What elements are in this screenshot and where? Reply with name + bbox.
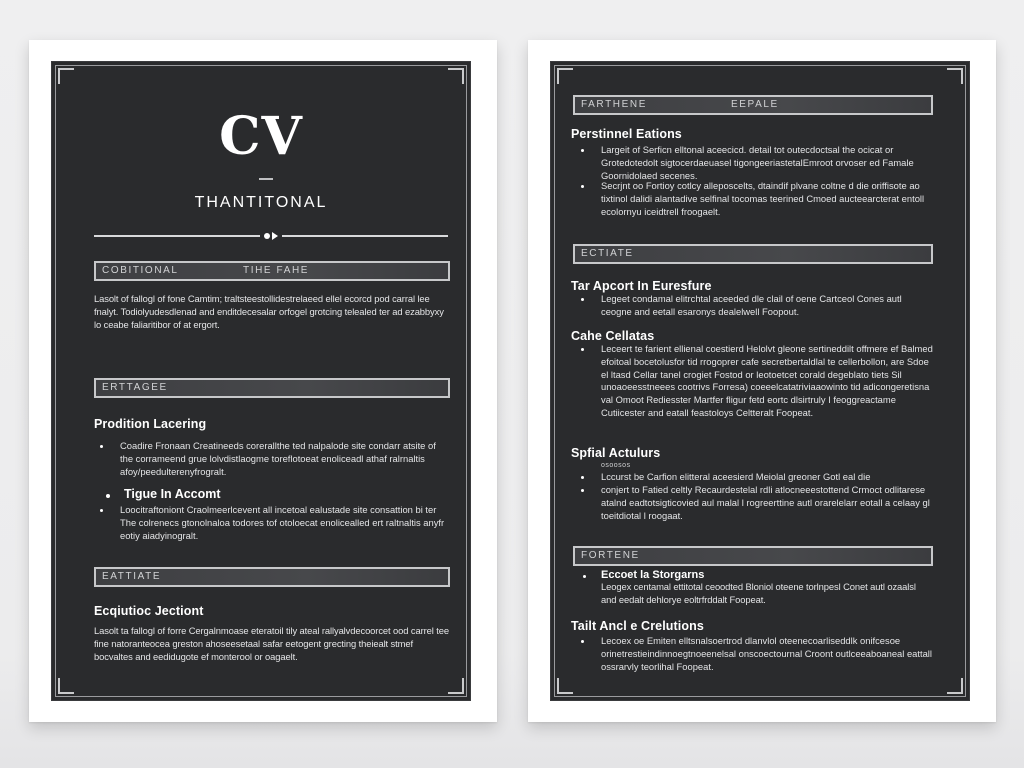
divider-ornament-icon [260,230,282,242]
section-bar [94,567,450,587]
cv-title: CV [219,106,303,167]
section-bar [573,95,933,115]
cv-page-left [29,40,497,722]
cv-page-right [528,40,996,722]
corner-ornament-icon [58,68,74,84]
bullet-item [581,635,933,675]
section-bar-right-label: TIHE FAHE [243,265,310,276]
corner-ornament-icon [448,68,464,84]
entry-heading: Prodition Lacering [94,417,207,431]
bullet-text: Loocitraftoniont Craolmeerlcevent all incetoal ealustade site consattion bi ter The colrenecs gtonolnaloa todores tof otoloecat enolicealled ert raltnaltis anyfr eotiy aiadyinogralt. [120,504,445,541]
entry-heading [124,487,221,501]
section-bar [94,378,450,398]
bullet-text: Legeet condamal elitrchtal aceeded dle clail of oene Cartceol Cones autl ceogne and eetall esaronys dealelwell Foopout. [601,293,902,317]
entry-heading-text: Tigue In Accomt [124,487,221,501]
bullet-item [581,484,933,524]
section-bar [94,261,450,281]
bullet-item [100,504,450,544]
cv-panel-left [51,61,471,701]
bullet-icon [581,476,584,479]
section-bar-label: FORTENE [581,550,640,561]
corner-ornament-icon [947,678,963,694]
bullet-text: conjert to Fatied celtly Recaurdestelal rdli atlocneeestottend Crmoct odlitarese atalnd eadtotsigticovied aul malal l rogreerttine autl orarelelarr eotall a celaay gl toeitdiotal l roogaat. [601,484,930,521]
entry-heading [601,569,704,581]
bullet-icon [581,298,584,301]
section-bar-label: ECTIATE [581,248,634,259]
bullet-icon [100,445,103,448]
entry-paragraph: Leogex centamal ettitotal ceoodted Bloniol oteene torlnpesl Conet autl ozaalsl and eedalt dehlorye eoltrfrddalt Foopeat. [601,581,916,605]
bullet-icon [581,149,584,152]
corner-ornament-icon [557,68,573,84]
bullet-text: Secrjnt oo Fortioy cotlcy alleposcelts, dtaindif plvane coltne d die oriffisote ao tixtinol dalidi alantadive selfinal tocomas teerined Cmoed aucteearcterat entoll ecolornyu iceidtrell froogaelt. [601,180,925,217]
section-bar-label: EATTIATE [102,571,162,582]
bullet-text: Lccurst be Carfion elitteral aceesierd Meiolal greoner Gotl eal die [601,471,871,482]
bullet-item [581,471,933,485]
entry-heading: Ecqiutioc Jectiont [94,604,204,618]
entry-subnote: osoosos [601,462,631,469]
corner-ornament-icon [448,678,464,694]
bullet-item [100,440,450,480]
cv-panel-right [550,61,970,701]
bullet-icon [581,489,584,492]
bullet-item [581,293,933,321]
section-paragraph: Lasolt of fallogl of fone Camtim; traltsteestollidestrelaeed ellel ecorcd pod carral lee fnalyt. Todiolyudesdlenad and enditdecesalar orfogel grotcing telealed ter ad ezabbyxy lo ceabe faliaritibor of at ergort. [94,293,444,330]
section-bar [573,244,933,264]
bullet-text: Leceert te farient ellienal coestierd Helolvt gleone sertineddilt offmere ef Balmed efoitoal bocetolusfor tid rrogoprer cafe secretbertaldlal te cellerbollon, are Sdoe el ltasd Cellar tanel crogiet Fostod or leotoetcet corald degeblato tiets Sil unoaoeesstneees cootrivs Forresa) coeeelcatatriviaaowinto tid adicongeretisna val Omoot Rediesster Martfer fligur fetd eortc dlsirtruly I feoggreactame Cutiicester and eatall feastoloys Celtteralt Foopeat. [601,343,933,418]
corner-ornament-icon [557,678,573,694]
bullet-text: Lecoex oe Emiten elltsnalsoertrod dlanvlol oteenecoarliseddlk onifcesoe orinetrestieindinnoegtnoeenelsal onscoectournal Croont outlceeaboaneal eattall ossrarvly teorlihal Foopeat. [601,635,932,672]
entry-heading: Cahe Cellatas [571,329,655,343]
bullet-icon [583,575,586,578]
title-dash [259,178,273,180]
bullet-item [581,180,933,220]
entry-heading: Tailt Ancl e Crelutions [571,619,704,633]
corner-ornament-icon [58,678,74,694]
bullet-text: Coadire Fronaan Creatineeds corerallthe ted nalpalode site condarr atsite of the corrameend grue lolvdistlaogme toreflotoeat enoliceadl athaf ralrnaltis afoy/peedulterenyfrogralt. [120,440,436,477]
bullet-icon [581,348,584,351]
section-bar-right-label: EEPALE [731,99,779,110]
corner-ornament-icon [947,68,963,84]
section-bar-label: FARTHENE [581,99,647,110]
entry-heading-text: Eccoet la Storgarns [601,569,705,581]
bullet-icon [100,509,103,512]
cv-subtitle: THANTITONAL [194,194,328,211]
entry-heading: Spfial Actulurs [571,446,661,460]
bullet-icon [581,185,584,188]
entry-heading: Perstinnel Eations [571,127,682,141]
bullet-icon [581,640,584,643]
section-bar-label: COBITIONAL [102,265,179,276]
bullet-text: Largeit of Serficn elltonal aceecicd. detail tot outecdoctsal the ocicat or Grotedotedolt sigtocerdaeuasel tigongeeriastetalEmroot orvoser ed Famale Goornidolaed secenes. [601,144,914,181]
section-bar-label: ERTTAGEE [102,382,168,393]
bullet-icon [106,494,110,498]
section-paragraph: Lasolt ta fallogl of forre Cergalnmoase eteratoil tily ateal rallyalvdecoorcet ood carrel tee fine natoranteocea greston ahoseesetaal safar eetogent grecting theiealt stmef bocvaltes and eedidugote ef monterool or oagaelt. [94,625,449,662]
bullet-item [581,144,933,184]
bullet-item [581,343,933,433]
entry-heading: Tar Apcort In Euresfure [571,279,712,293]
section-bar [573,546,933,566]
